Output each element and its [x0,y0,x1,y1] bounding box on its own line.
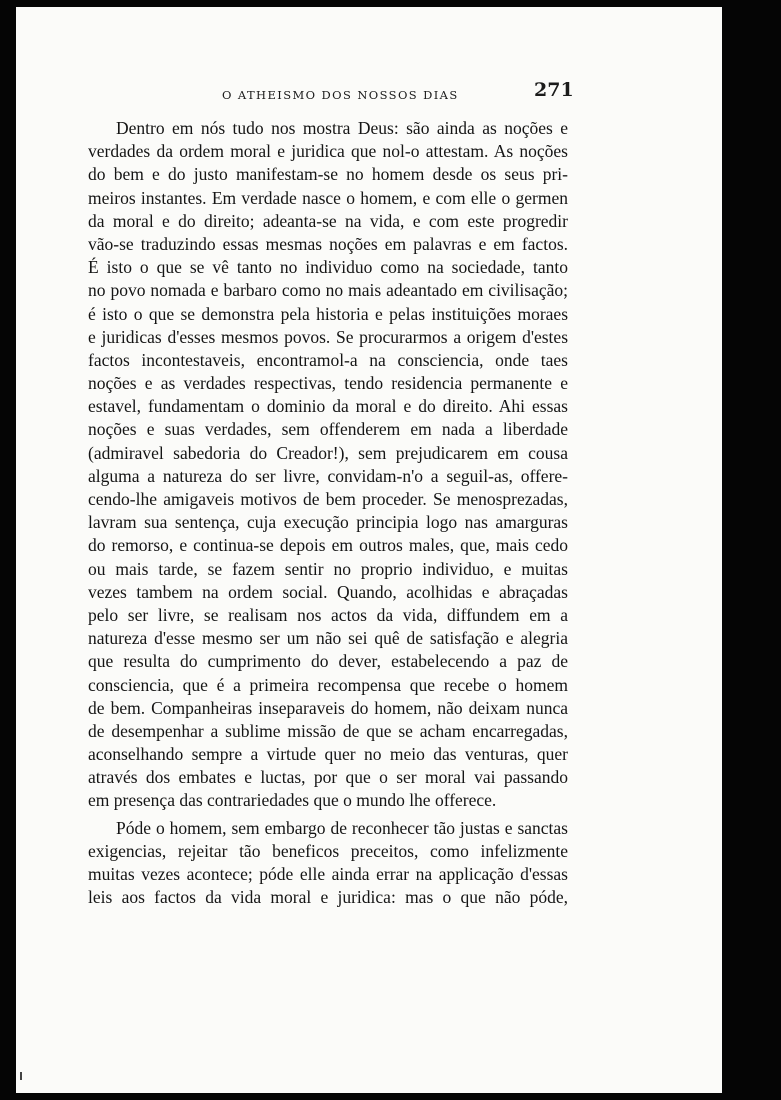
page-number: 271 [534,79,574,101]
text-line: consciencia, que é a primeira recompensa que recebe o homem [88,674,568,695]
text-line: no povo nomada e barbaro como no mais adeantado em civilisação; [88,280,568,301]
text-line: ou mais tarde, se fazem sentir no proprio individuo, e muitas [88,558,568,579]
text-line: e juridicas d'esses mesmos povos. Se procurarmos a origem d'estes [88,326,568,347]
scan-speck [20,1072,22,1080]
running-header: O ATHEISMO DOS NOSSOS DIAS [222,88,459,102]
text-line: meiros instantes. Em verdade nasce o homem, e com elle o germen [88,187,568,208]
paragraph [88,817,568,910]
text-line: leis aos factos da vida moral e juridica: mas o que não póde, [88,887,568,908]
text-line: lavram sua sentença, cuja execução principia logo nas amarguras [88,512,568,533]
text-line: cendo-lhe amigaveis motivos de bem proceder. Se menosprezadas, [88,489,568,509]
text-line: através dos embates e luctas, por que o ser moral vai passando [88,767,568,788]
text-line: (admiravel sabedoria do Creador!), sem prejudicarem em cousa [88,442,568,463]
text-line: noções e as verdades respectivas, tendo residencia permanente e [88,373,568,394]
text-line: muitas vezes acontece; póde elle ainda errar na applicação d'essas [88,864,568,884]
text-line: do bem e do justo manifestam-se no homem desde os seus pri- [88,164,568,185]
text-line: do remorso, e continua-se depois em outros males, que, mais cedo [88,535,568,556]
text-line: noções e suas verdades, sem offenderem em nada a liberdade [88,419,568,440]
body-text [88,117,568,909]
text-line: alguma a natureza do ser livre, convidam-n'o a seguil-as, offere- [88,465,568,486]
text-line: em presença das contrariedades que o mundo lhe offerece. [88,790,497,811]
text-line: que resulta do cumprimento do dever, estabelecendo a paz de [88,651,568,672]
text-line: exigencias, rejeitar tão beneficos preceitos, como infelizmente [88,840,568,861]
text-line: vão-se traduzindo essas mesmas noções em palavras e em factos. [88,233,568,254]
text-line: É isto o que se vê tanto no individuo como na sociedade, tanto [88,257,568,278]
text-line: de desempenhar a sublime missão de que se acham encarregadas, [88,720,568,741]
text-line: verdades da ordem moral e juridica que nol-o attestam. As noções [88,141,568,162]
text-line: factos incontestaveis, encontramol-a na consciencia, onde taes [88,349,568,370]
text-line: Dentro em nós tudo nos mostra Deus: são ainda as noções e [116,118,568,138]
text-line: pelo ser livre, se realisam nos actos da vida, diffundem em a [88,604,568,625]
text-line: de bem. Companheiras inseparaveis do homem, não deixam nunca [88,697,568,718]
text-line: da moral e do direito; adeanta-se na vida, e com este progredir [88,210,568,231]
text-line: Póde o homem, sem embargo de reconhecer tão justas e sanctas [116,817,568,838]
text-line: estavel, fundamentam o dominio da moral e do direito. Ahi essas [88,396,568,417]
text-line: aconselhando sempre a virtude quer no meio das venturas, quer [88,744,568,765]
text-line: é isto o que se demonstra pela historia e pelas instituições moraes [88,303,568,324]
paragraph [88,117,568,813]
text-line: natureza d'esse mesmo ser um não sei quê de satisfação e alegria [88,628,568,649]
text-line: vezes tambem na ordem social. Quando, acolhidas e abraçadas [88,581,568,602]
